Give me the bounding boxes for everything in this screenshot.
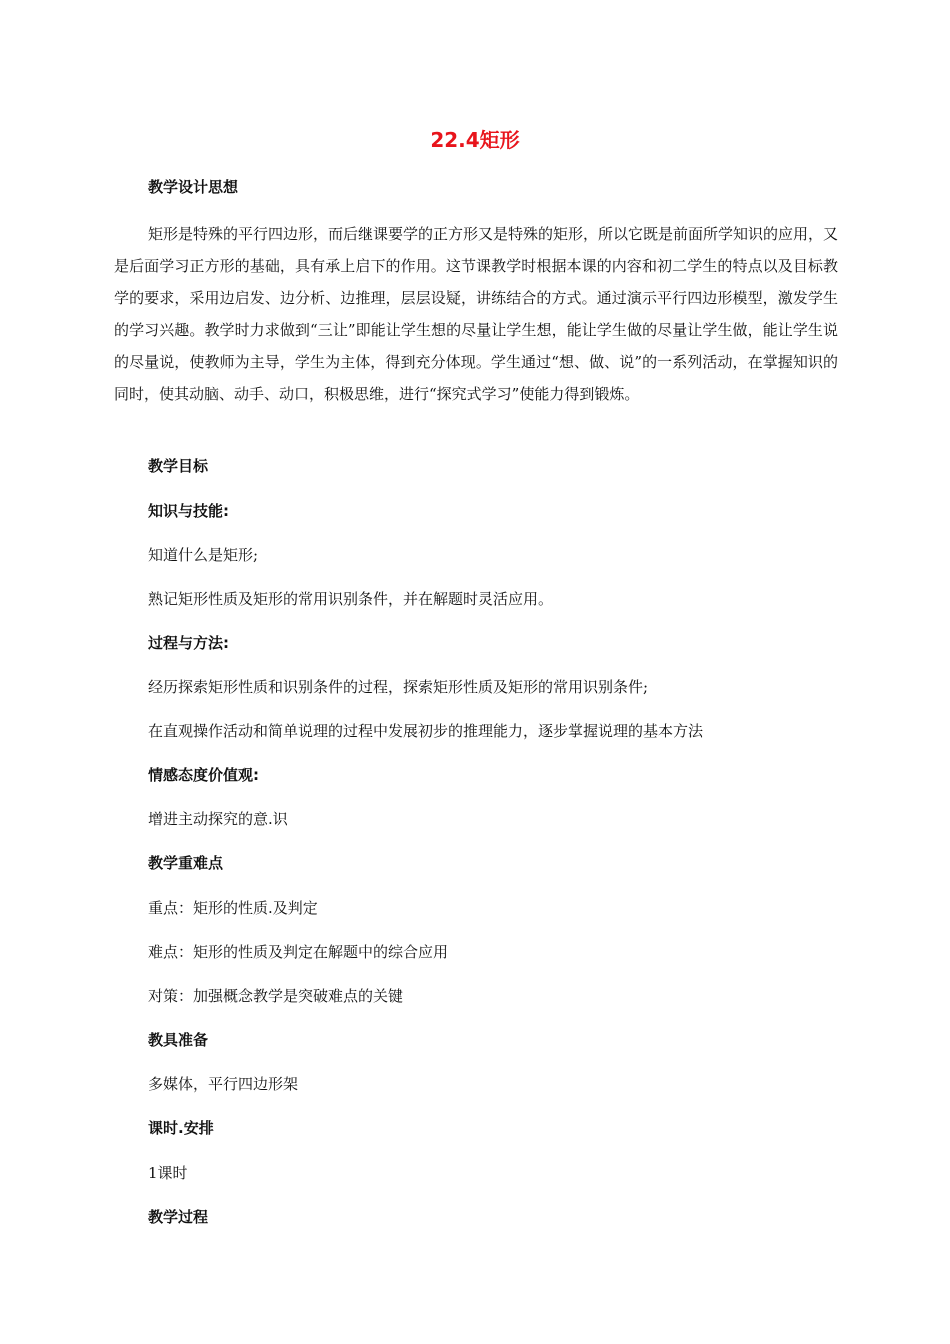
- schedule-item-1: 1课时: [148, 1164, 188, 1182]
- key-point-3: 对策：加强概念教学是突破难点的关键: [148, 987, 404, 1005]
- design-paragraph: 矩形是特殊的平行四边形，而后继课要学的正方形又是特殊的矩形，所以它既是前面所学知识的应用，又是后面学习正方形的基础，具有承上启下的作用。这节课教学时根据本课的内容和初二学生的特点以及目标教学的要求，采用边启发、边分析、边推理，层层设疑，讲练结合的方式。通过演示平行四边形模型，激发学生的学习兴趣。教学时力求做到“三让”即能让学生想的尽量让学生想，能让学生做的尽量让学生做，能让学生说的尽量说，使教师为主导，学生为主体，得到充分体现。学生通过“想、做、说”的一系列活动，在掌握知识的同时，使其动脑、动手、动口，积极思维，进行“探究式学习”使能力得到锻炼。: [114, 225, 839, 403]
- process-item-2: 在直观操作活动和简单说理的过程中发展初步的推理能力，逐步掌握说理的基本方法: [148, 722, 704, 740]
- emotion-item-1: 增进主动探究的意.识: [148, 810, 288, 828]
- key-point-2: 难点：矩形的性质及判定在解题中的综合应用: [148, 943, 449, 961]
- knowledge-heading: 知识与技能:: [148, 502, 229, 520]
- key-points-heading: 教学重难点: [148, 854, 224, 872]
- emotion-heading: 情感态度价值观:: [148, 766, 259, 784]
- teaching-process-heading: 教学过程: [148, 1208, 209, 1226]
- knowledge-item-2: 熟记矩形性质及矩形的常用识别条件，并在解题时灵活应用。: [148, 590, 554, 608]
- key-point-1: 重点：矩形的性质.及判定: [148, 899, 318, 917]
- tools-item-1: 多媒体，平行四边形架: [148, 1075, 299, 1093]
- tools-heading: 教具准备: [148, 1031, 209, 1049]
- goals-heading: 教学目标: [148, 457, 209, 475]
- process-heading: 过程与方法:: [148, 634, 229, 652]
- schedule-heading: 课时.安排: [148, 1119, 214, 1137]
- knowledge-item-1: 知道什么是矩形;: [148, 546, 259, 564]
- process-item-1: 经历探索矩形性质和识别条件的过程，探索矩形性质及矩形的常用识别条件;: [148, 678, 649, 696]
- page-title: 22.4矩形: [430, 128, 520, 152]
- design-heading: 教学设计思想: [148, 178, 239, 196]
